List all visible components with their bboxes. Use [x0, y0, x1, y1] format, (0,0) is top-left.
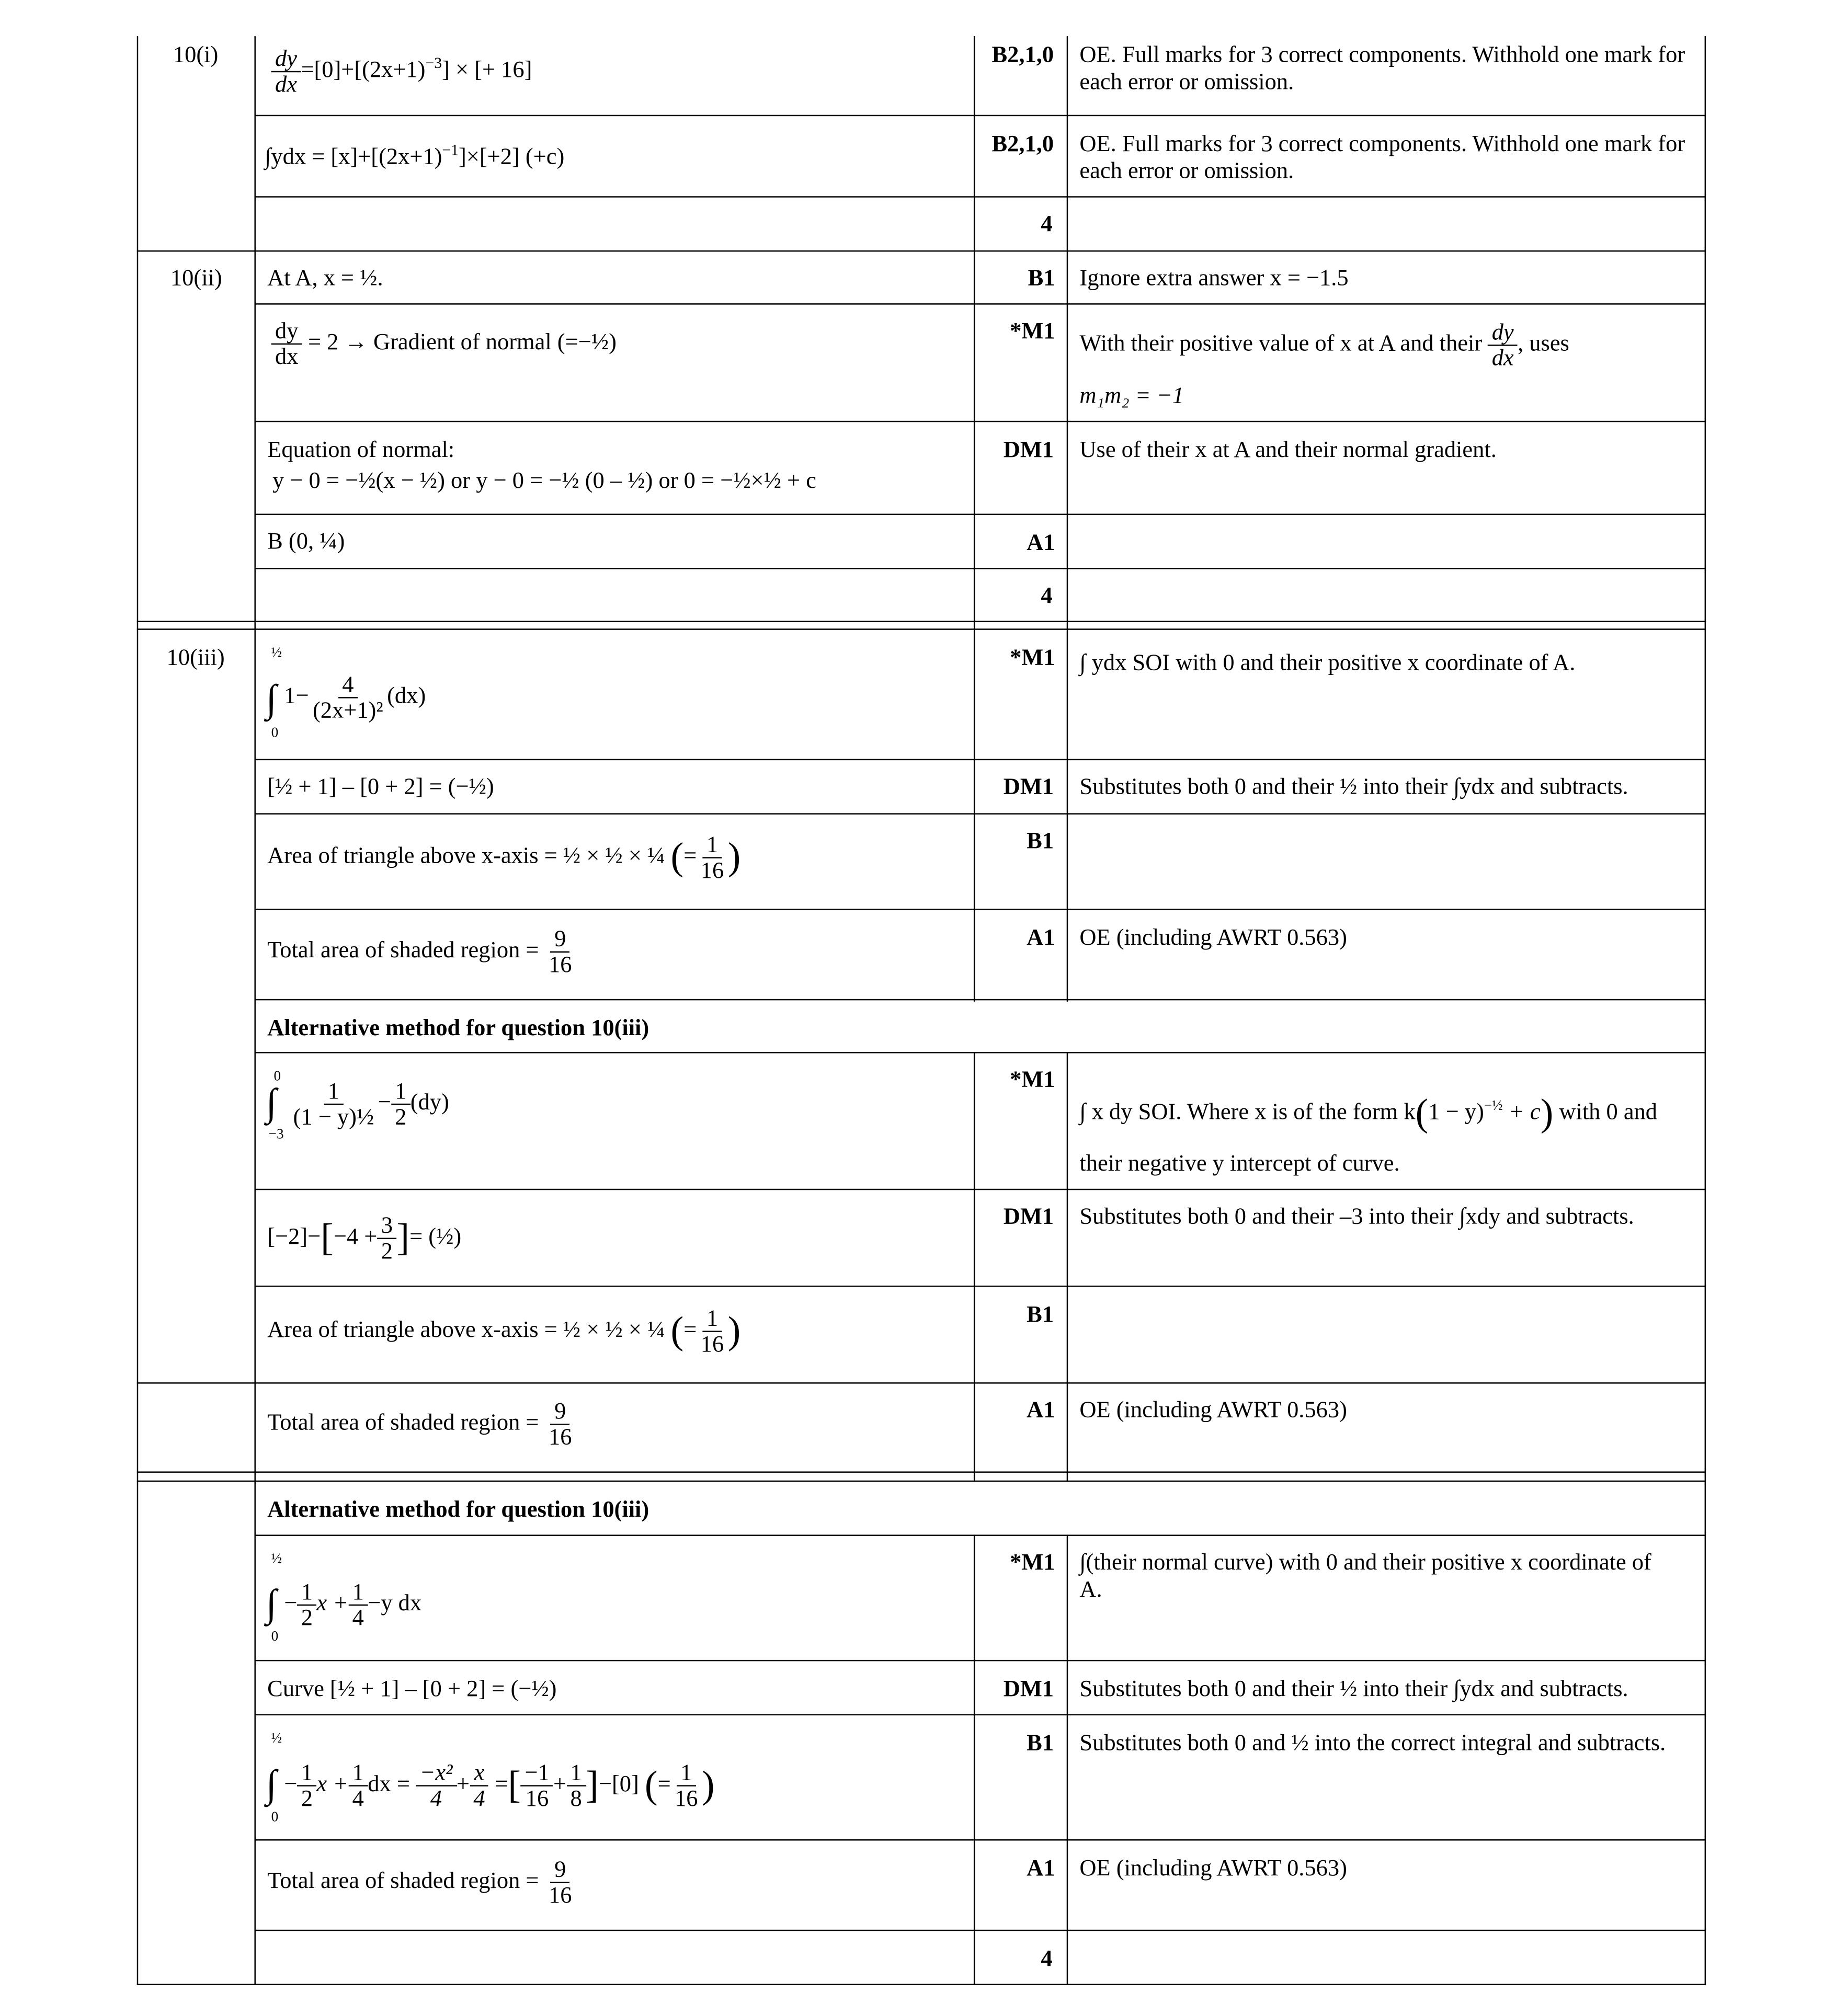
mark-code: A1: [1027, 1396, 1055, 1423]
integral-lower-limit: 0: [271, 1809, 279, 1825]
column-divider-marks: [974, 1534, 975, 1985]
mark-code: B1: [1027, 1729, 1054, 1756]
mark-code: DM1: [1003, 773, 1054, 799]
answer-triangle-area: Area of triangle above x-axis = ½ × ½ × ¼ (= $\frac{1}{16}$ ): [267, 1304, 741, 1357]
integral-sign: ∫: [266, 1582, 277, 1625]
table-border-left: [137, 36, 138, 1985]
guidance-text: With their positive value of x at A and their $\frac{dy}{dx}$ , uses: [1079, 318, 1569, 371]
dy-dx-fraction: $\frac{dy}{dx}$: [271, 319, 302, 369]
row-divider: [254, 115, 1706, 116]
column-divider-answer: [254, 36, 255, 1985]
row-divider: [254, 1286, 1706, 1287]
answer-text: At A, x = ½.: [267, 265, 383, 291]
guidance-text: OE (including AWRT 0.563): [1079, 1396, 1347, 1423]
answer-text: y − 0 = −½(x − ½) or y − 0 = −½ (0 – ½) or 0 = −½×½ + c: [272, 467, 816, 494]
integral-upper-limit: 0: [273, 1069, 281, 1084]
answer-text: Curve [½ + 1] – [0 + 2] = (−½): [267, 1675, 557, 1701]
answer-substitution: [−2]−[−4 + $\frac{3}{2}$ ]= (½): [267, 1212, 462, 1264]
guidance-text: Ignore extra answer x = −1.5: [1079, 265, 1349, 291]
guidance-text: ∫(their normal curve) with 0 and their positive x coordinate of A.: [1079, 1549, 1651, 1602]
answer-integrand: 1− $\frac{4}{\text{(2x+1)²}}$ (dx): [284, 671, 426, 723]
answer-integrand: − $\frac{1}{2}$ x + $\frac{1}{4}$ −y dx: [284, 1578, 422, 1631]
guidance-text: ∫ x dy SOI. Where x is of the form $k(1 - y)^{-\frac{1}{2}} + c$) with 0 and: [1079, 1092, 1658, 1135]
row-divider: [254, 1660, 1706, 1661]
mark-code: DM1: [1003, 436, 1054, 462]
mark-code: *M1: [1010, 644, 1055, 670]
row-divider: [254, 999, 1706, 1000]
guidance-text: Substitutes both 0 and their ½ into their ∫ydx and subtracts.: [1079, 1675, 1628, 1701]
row-divider: [254, 1534, 1706, 1536]
answer-text: [½ + 1] – [0 + 2] = (−½): [267, 773, 494, 799]
column-divider-guidance: [1067, 1052, 1068, 1482]
row-divider: [254, 759, 1706, 760]
total-marks: 4: [1041, 582, 1053, 608]
integral-sign: ∫: [266, 1081, 277, 1125]
answer-text: Equation of normal:: [267, 436, 455, 462]
section-divider: [137, 1481, 1706, 1482]
row-divider: [254, 303, 1706, 304]
table-border-bottom: [137, 1984, 1706, 1985]
row-divider: [254, 1839, 1706, 1840]
mark-code: DM1: [1003, 1675, 1054, 1701]
integral-lower-limit: −3: [268, 1127, 284, 1142]
column-divider-marks: [974, 1052, 975, 1482]
column-divider-guidance: [1067, 36, 1068, 1002]
column-divider-marks: [974, 36, 975, 1002]
row-divider: [254, 813, 1706, 814]
guidance-text: OE (including AWRT 0.563): [1079, 924, 1347, 950]
mark-code: B1: [1028, 265, 1055, 291]
section-divider: [137, 621, 1706, 622]
integral-lower-limit: 0: [271, 1629, 279, 1645]
row-divider: [254, 421, 1706, 422]
answer-total-area: Total area of shaded region = $\frac{9}{16}$: [267, 1856, 572, 1908]
guidance-text: m₁m₂ = −1: [1079, 382, 1184, 408]
mark-code: *M1: [1010, 317, 1055, 343]
guidance-text: their negative y intercept of curve.: [1079, 1150, 1400, 1176]
question-label: 10(iii): [166, 644, 225, 670]
row-divider: [254, 196, 1706, 197]
section-divider: [137, 1471, 1706, 1472]
row-divider: [137, 1382, 1706, 1383]
integral-upper-limit: ½: [271, 1731, 282, 1747]
answer-triangle-area: Area of triangle above x-axis = ½ × ½ × ¼ (= $\frac{1}{16}$ ): [267, 831, 741, 883]
guidance-text: OE (including AWRT 0.563): [1079, 1854, 1347, 1881]
mark-code: A1: [1027, 529, 1055, 555]
answer-total-area: Total area of shaded region = $\frac{9}{16}$: [267, 925, 572, 977]
row-divider: [137, 250, 1706, 251]
guidance-text: Substitutes both 0 and ½ into the correct integral and subtracts.: [1079, 1729, 1666, 1756]
answer-integral-evaluation: − $\frac{1}{2}$ x + $\frac{1}{4}$ dx = $\frac{\text{−x²}}{4}$ + $\frac{x}{4}$ =[ $\frac{-1}{16}$ + $\frac{1}{8}$ ]−[0] (= $\frac{1}{16}$ ): [284, 1759, 715, 1811]
answer-derivative: $\frac{dy}{dx}$ $=[0]+[(2x+1)^{-3}]$ × [+ 16]: [271, 47, 532, 97]
question-label: 10(ii): [170, 265, 222, 291]
alternative-method-heading: Alternative method for question 10(iii): [267, 1014, 649, 1040]
mark-code: *M1: [1010, 1066, 1055, 1092]
row-divider: [254, 909, 1706, 910]
mark-code: *M1: [1010, 1549, 1055, 1575]
integral-sign: ∫: [266, 1763, 277, 1806]
row-divider: [254, 1189, 1706, 1190]
row-divider: [254, 1052, 1706, 1053]
answer-integrand: $\frac{1}{\text{(1 − y)½}}$ − $\frac{1}{2}$ (dy): [293, 1078, 449, 1130]
guidance-text: Substitutes both 0 and their –3 into their ∫xdy and subtracts.: [1079, 1202, 1634, 1229]
answer-total-area: Total area of shaded region = $\frac{9}{16}$: [267, 1398, 572, 1450]
guidance-text: Use of their x at A and their normal gradient.: [1079, 436, 1497, 462]
integral-upper-limit: ½: [271, 645, 282, 661]
question-label: 10(i): [173, 41, 219, 67]
mark-code: B1: [1027, 1301, 1054, 1327]
row-divider: [254, 1714, 1706, 1715]
integral-upper-limit: ½: [271, 1551, 282, 1567]
total-marks: 4: [1041, 1945, 1053, 1971]
mark-code: A1: [1027, 924, 1055, 950]
table-border-right: [1705, 36, 1706, 1985]
mark-code: B2,1,0: [991, 41, 1054, 67]
alternative-method-heading: Alternative method for question 10(iii): [267, 1496, 649, 1522]
column-divider-guidance: [1067, 1534, 1068, 1985]
section-divider: [137, 628, 1706, 629]
answer-text: B (0, ¼): [267, 528, 345, 554]
total-marks: 4: [1041, 210, 1053, 236]
mark-code: B2,1,0: [991, 130, 1054, 156]
answer-integral: $\int ydx = [x]+[(2x+1)^{-1}]\times[+2]$ (+c): [265, 141, 565, 169]
guidance-text: OE. Full marks for 3 correct components. Withhold one mark for each error or omission.: [1079, 41, 1685, 95]
dy-dx-fraction: $\frac{dy}{dx}$: [271, 47, 301, 97]
row-divider: [254, 1930, 1706, 1931]
dy-dx-fraction: $\frac{dy}{dx}$: [1488, 320, 1518, 370]
answer-gradient: $\frac{dy}{dx}$ = 2 → Gradient of normal (=−½): [271, 319, 617, 369]
integral-lower-limit: 0: [271, 725, 279, 741]
mark-code: A1: [1027, 1854, 1055, 1881]
integral-sign: ∫: [266, 678, 277, 720]
mark-code: DM1: [1003, 1202, 1054, 1229]
guidance-text: ∫ ydx SOI with 0 and their positive x coordinate of A.: [1079, 649, 1576, 675]
row-divider: [254, 568, 1706, 569]
guidance-text: Substitutes both 0 and their ½ into their ∫ydx and subtracts.: [1079, 773, 1628, 799]
mark-code: B1: [1027, 827, 1054, 853]
row-divider: [254, 514, 1706, 515]
guidance-text: OE. Full marks for 3 correct components. Withhold one mark for each error or omission.: [1079, 130, 1685, 184]
